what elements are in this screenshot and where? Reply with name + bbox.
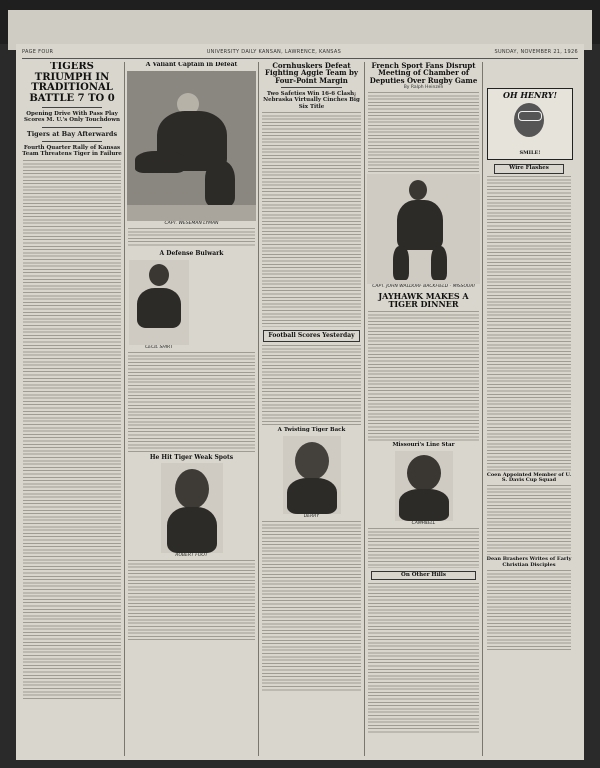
- tiger-back-title: A Twisting Tiger Back: [277, 427, 346, 434]
- folio-line: [22, 49, 578, 59]
- scores-box: [263, 330, 360, 342]
- column-4: [367, 62, 480, 758]
- french-byline: By Ralph Heinzen: [403, 85, 444, 91]
- line-star-caption: CAMPBELL: [411, 520, 436, 526]
- defense-title: A Defense Bulwark: [159, 250, 224, 258]
- deck-3: Fourth Quarter Rally of Kansas Team Threatens Tiger in Failure: [22, 145, 122, 158]
- weak-spots-photo: [161, 463, 223, 553]
- waldorf-caption: CAPT. JOHN WALDORF BACKFIELD - MISSOURI: [372, 284, 475, 290]
- line-star-photo: [395, 451, 453, 521]
- column-rule: [364, 62, 365, 756]
- deck-1: Opening Drive With Pass Play Scores M. U.'s Only Touchdown: [24, 111, 120, 124]
- defense-caption: CECIL SHIRT: [145, 344, 173, 350]
- waldorf-photo: [367, 174, 480, 284]
- tiger-back-photo: [283, 436, 341, 514]
- french-headline: French Sport Fans Disrupt Meeting of Chamber of Deputies Over Rugby Game: [369, 62, 478, 85]
- line-star-title: Missouri's Line Star: [392, 441, 455, 448]
- scanner-frame-top: [0, 0, 600, 44]
- column-rule: [482, 62, 483, 756]
- husker-headline: Cornhuskers Defeat Fighting Aggie Team by Four-Point Margin: [265, 62, 358, 85]
- column-rule: [124, 62, 125, 756]
- oh-henry-smile: SMILE!: [519, 149, 541, 156]
- weak-spots-title: He Hit Tiger Weak Spots: [149, 453, 234, 461]
- wire-flashes-box: [494, 164, 564, 174]
- captain-photo: [127, 71, 256, 221]
- jayhawk-headline: JAYHAWK MAKES A TIGER DINNER: [378, 291, 469, 310]
- other-hills-title: On Other Hills: [401, 571, 446, 578]
- column-3: [261, 62, 362, 758]
- main-headline: TIGERS TRIUMPH IN TRADITIONAL BATTLE 7 TO 0: [29, 62, 115, 104]
- deck-2: Tigers at Bay Afterwards: [26, 129, 118, 138]
- folio-right: SUNDAY, NOVEMBER 21, 1926: [494, 49, 578, 55]
- column-1: [22, 62, 122, 758]
- folio-center: UNIVERSITY DAILY KANSAN, LAWRENCE, KANSAS: [206, 49, 342, 55]
- oh-henry-title: OH HENRY!: [503, 90, 557, 100]
- column-5: [486, 164, 572, 758]
- defense-photo: [129, 260, 189, 345]
- wire-flashes-title: Wire Flashes: [509, 165, 549, 171]
- folio-left: PAGE FOUR: [22, 49, 54, 55]
- oh-henry-ad: [487, 88, 573, 160]
- tiger-back-caption: DERRY: [303, 514, 320, 520]
- article-body: [23, 160, 121, 700]
- coen-headline: Coen Appointed Member of U. S. Davis Cup Squad: [486, 471, 572, 484]
- column-rule: [258, 62, 259, 756]
- husker-deck: Two Safeties Win 16-6 Clash; Nebraska Virtually Cinches Big Six Title: [263, 91, 360, 110]
- other-hills-box: [371, 571, 476, 581]
- dean-headline: Dean Brashers Writes of Early Christian Disciples: [486, 556, 572, 568]
- captain-caption: CAPT. WESEMAN LYMAN: [164, 221, 219, 227]
- scores-title: Football Scores Yesterday: [268, 331, 355, 339]
- captain-title: A Valiant Captain in Defeat: [145, 62, 238, 68]
- column-2: [127, 62, 256, 758]
- weak-spots-caption: ROBERT FOOT: [175, 552, 208, 558]
